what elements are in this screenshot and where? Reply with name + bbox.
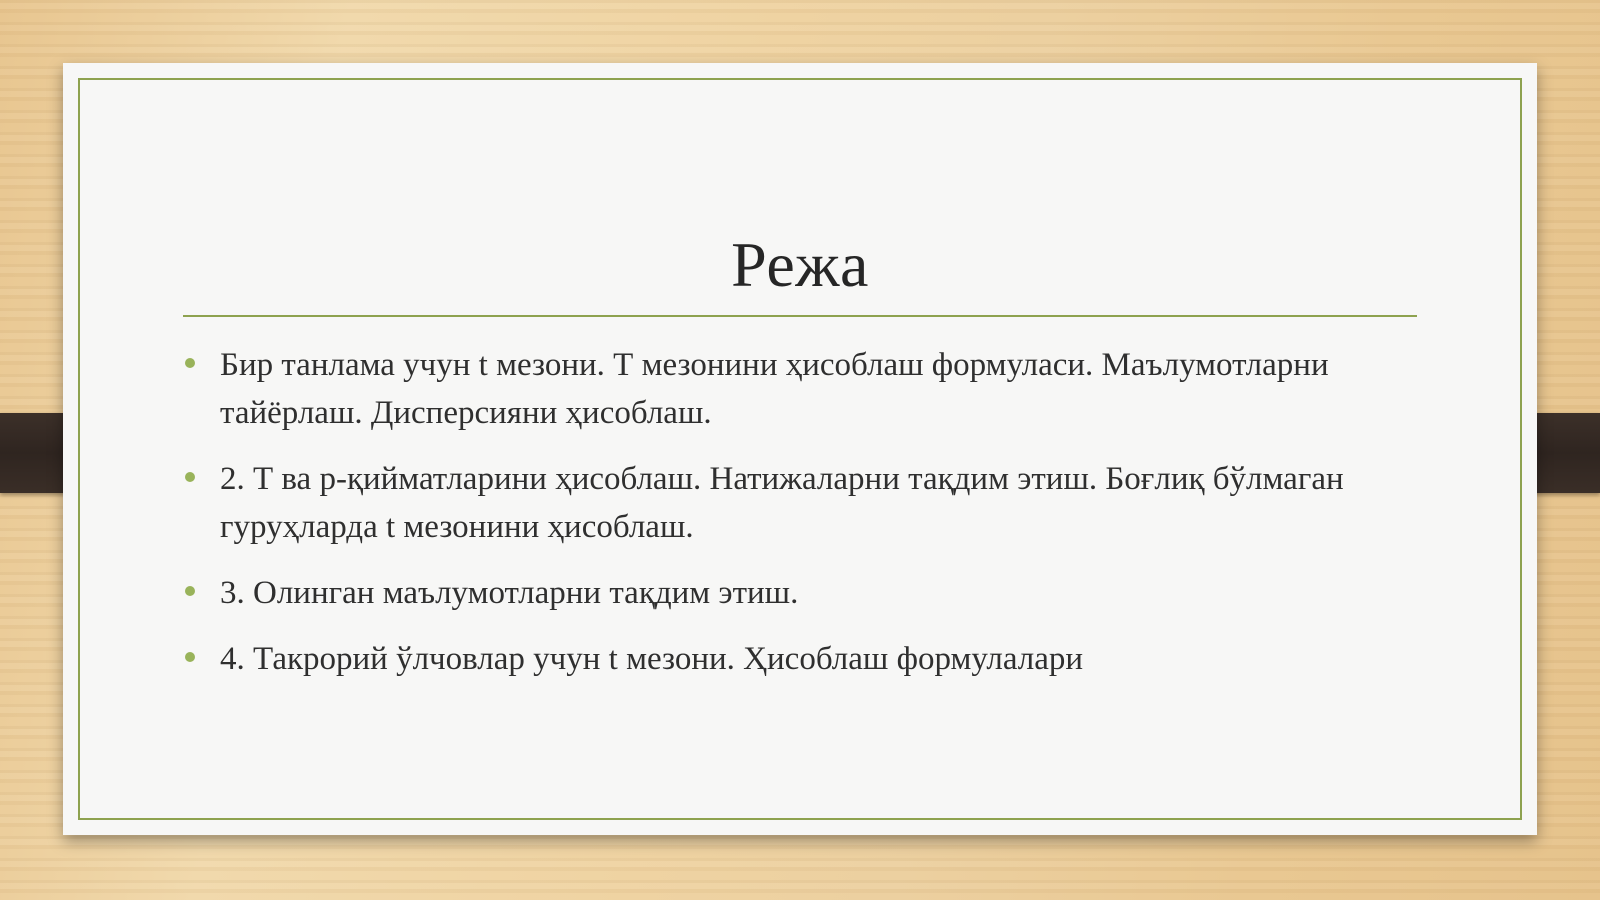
bullet-dot-icon xyxy=(185,652,195,662)
slide-title: Режа xyxy=(731,229,869,300)
bullet-item-1 xyxy=(183,341,1423,437)
bullet-dot-icon xyxy=(185,358,195,368)
bullet-item-2 xyxy=(183,455,1423,551)
bullet-text-4: 4. Такрорий ўлчовлар учун t мезони. Ҳисоблаш формулалари xyxy=(220,641,1084,677)
slide-paper xyxy=(63,63,1537,835)
bullet-dot-icon xyxy=(185,472,195,482)
bullet-text-3: 3. Олинган маълумотларни тақдим этиш. xyxy=(220,575,799,611)
title-divider xyxy=(183,315,1417,317)
bullet-item-4 xyxy=(183,635,1423,683)
bullet-dot-icon xyxy=(185,586,195,596)
bullet-text-1: Бир танлама учун t мезони. Т мезонини ҳисоблаш формуласи. Маълумотларни тайёрлаш. Дисперсияни ҳисоблаш. xyxy=(220,347,1329,431)
bullet-item-3 xyxy=(183,569,1423,617)
bullet-list xyxy=(183,341,1423,701)
bullet-text-2: 2. Т ва р-қийматларини ҳисоблаш. Натижаларни тақдим этиш. Боғлиқ бўлмаган гуруҳларда t мезонини ҳисоблаш. xyxy=(220,461,1344,545)
